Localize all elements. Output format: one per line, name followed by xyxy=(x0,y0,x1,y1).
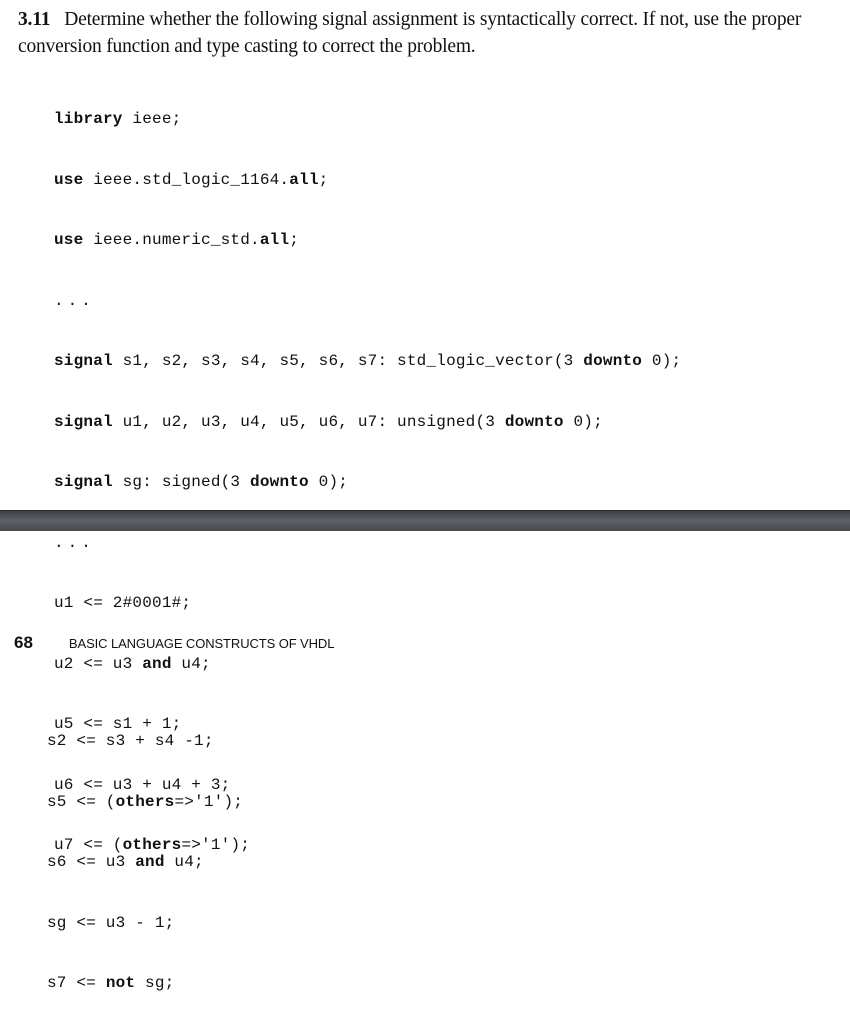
code-text: 0); xyxy=(642,352,682,370)
code-text: u4; xyxy=(171,654,211,673)
code-line-s6 xyxy=(47,850,243,875)
code-line-signal-s xyxy=(54,349,681,374)
code-text: sg: signed(3 xyxy=(112,473,251,491)
code-line-s7 xyxy=(47,971,243,996)
code-block-bottom xyxy=(47,693,243,1014)
code-line-u2 xyxy=(54,652,681,677)
keyword-downto: downto xyxy=(504,412,564,431)
code-text: ieee; xyxy=(122,110,182,128)
code-ellipsis: ... xyxy=(54,533,95,552)
keyword-others: others xyxy=(122,836,182,854)
code-ellipsis: ... xyxy=(54,291,95,310)
code-line-s5 xyxy=(47,790,243,815)
code-text: u2 <= u3 xyxy=(54,654,143,673)
code-text: u1, u2, u3, u4, u5, u6, u7: unsigned(3 xyxy=(112,412,505,431)
code-text: 0); xyxy=(308,473,349,491)
keyword-signal: signal xyxy=(54,352,113,370)
keyword-downto: downto xyxy=(583,352,643,370)
code-line-sg: sg <= u3 - 1; xyxy=(47,913,175,932)
keyword-and: and xyxy=(142,654,172,673)
code-line-use-1164 xyxy=(54,168,681,193)
problem-text: Determine whether the following signal assignment is syntactically correct. If not, use the proper conversion function and type casting to correct the problem. xyxy=(18,9,802,57)
keyword-others: others xyxy=(115,792,175,811)
page-number: 68 xyxy=(14,633,33,652)
code-text: =>'1'); xyxy=(181,836,251,854)
code-text: ; xyxy=(318,170,329,189)
keyword-signal: signal xyxy=(54,473,113,491)
code-text: s6 <= u3 xyxy=(47,853,136,871)
code-line-library xyxy=(54,107,681,132)
code-line-u5: u5 <= s1 + 1; xyxy=(54,715,182,733)
keyword-all: all xyxy=(259,231,290,249)
code-text: 0); xyxy=(563,412,603,431)
keyword-and: and xyxy=(135,853,165,871)
keyword-use: use xyxy=(54,231,84,249)
code-text: =>'1'); xyxy=(174,792,244,811)
keyword-signal: signal xyxy=(54,412,113,431)
keyword-downto: downto xyxy=(250,473,309,491)
page-running-head xyxy=(14,633,334,653)
page-break-divider xyxy=(0,510,850,531)
code-text: sg; xyxy=(135,974,175,992)
code-line-signal-sg xyxy=(54,470,681,495)
code-line-s2: s2 <= s3 + s4 -1; xyxy=(47,732,214,750)
code-text: u7 <= ( xyxy=(54,836,123,854)
code-text: ieee.std_logic_1164. xyxy=(83,170,290,189)
code-line-u1: u1 <= 2#0001#; xyxy=(54,594,192,612)
code-text: ieee.numeric_std. xyxy=(83,231,260,249)
running-head-title: BASIC LANGUAGE CONSTRUCTS OF VHDL xyxy=(68,636,335,651)
code-line-u6: u6 <= u3 + u4 + 3; xyxy=(54,775,231,794)
keyword-all: all xyxy=(289,170,319,189)
code-line-use-numeric xyxy=(54,228,681,253)
code-line-signal-u xyxy=(54,410,681,435)
problem-number: 3.11 xyxy=(18,9,51,30)
problem-statement xyxy=(18,6,833,60)
code-text: s7 <= xyxy=(47,974,106,992)
code-text: s1, s2, s3, s4, s5, s6, s7: std_logic_vector(3 xyxy=(112,352,584,370)
code-text: s5 <= ( xyxy=(47,792,116,811)
keyword-library: library xyxy=(54,110,123,128)
code-text: u4; xyxy=(164,853,204,871)
keyword-use: use xyxy=(54,170,84,189)
code-text: ; xyxy=(289,231,300,249)
keyword-not: not xyxy=(105,974,136,992)
